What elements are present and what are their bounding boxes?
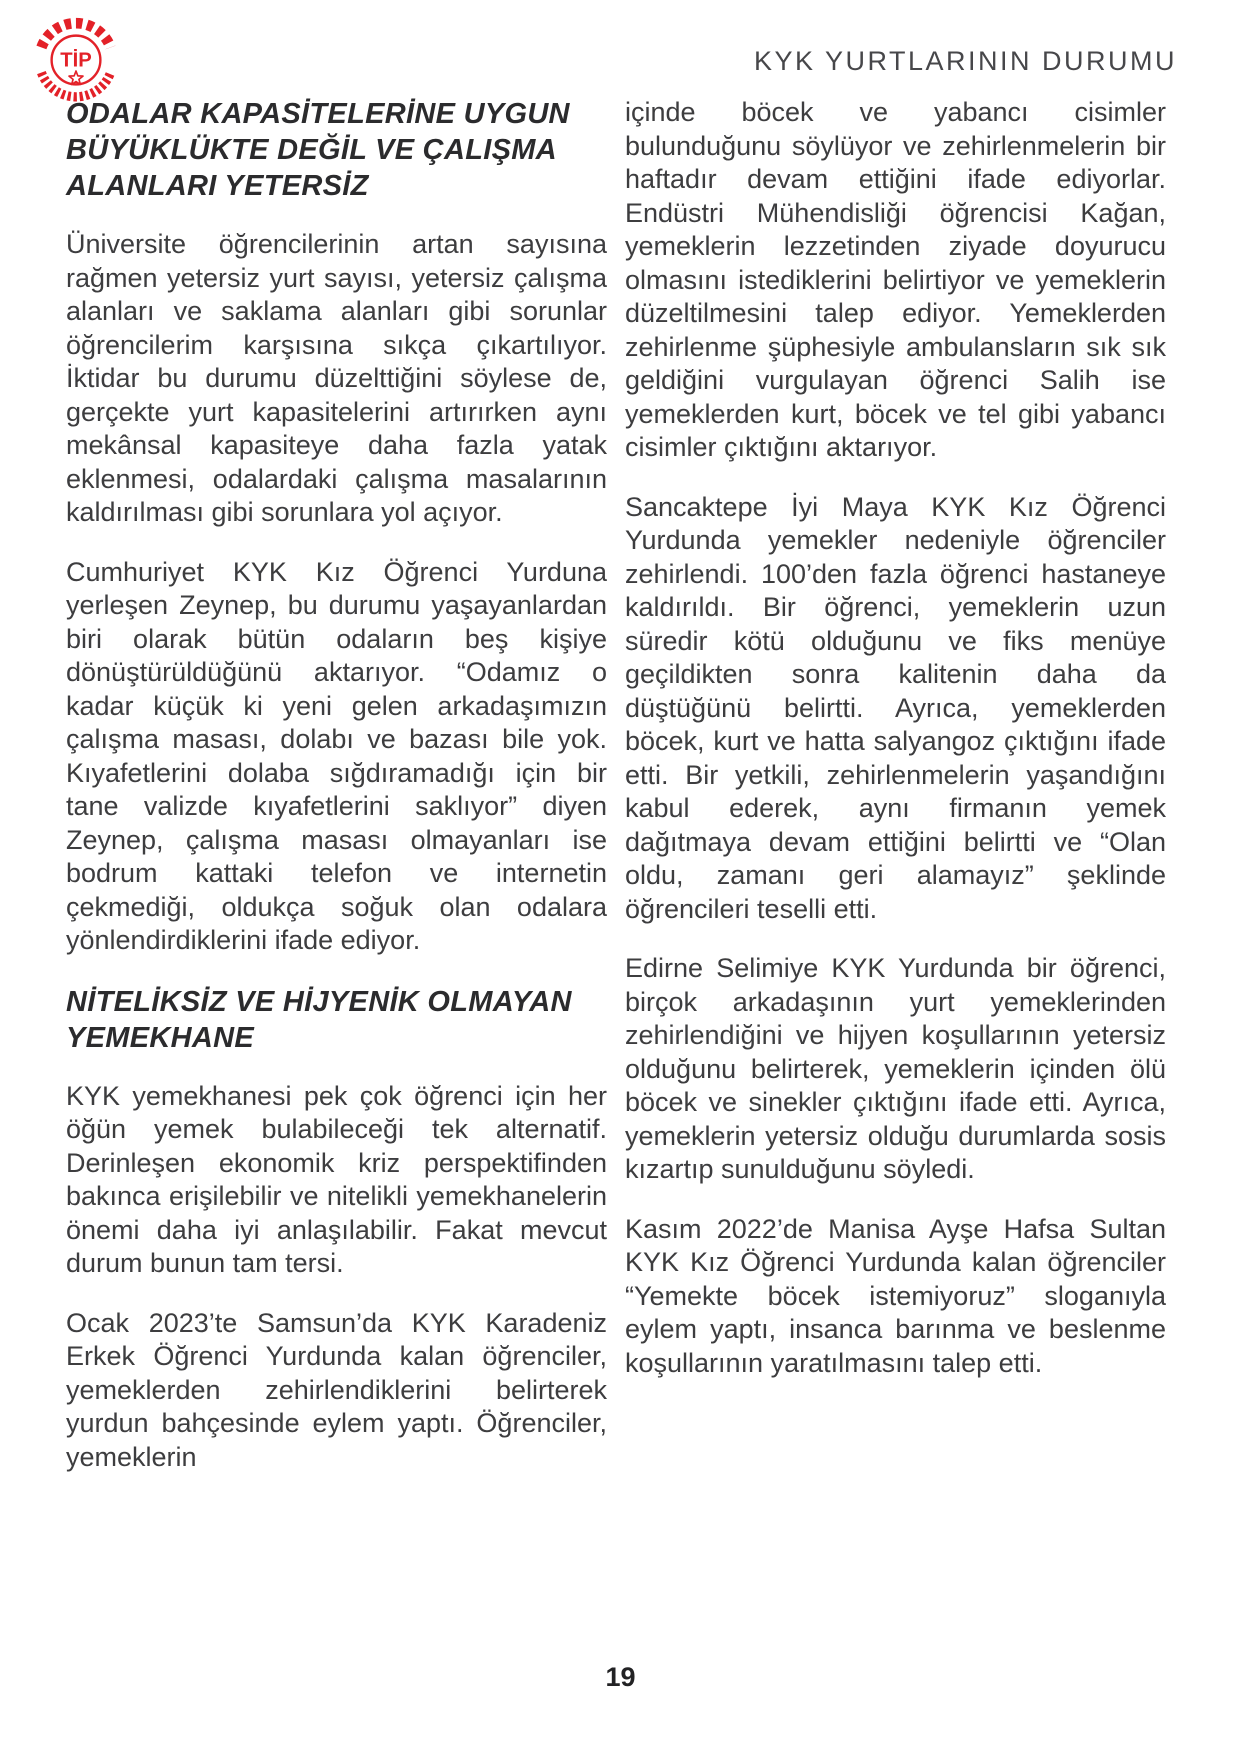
page-header <box>0 0 1241 110</box>
tip-party-logo <box>30 14 122 106</box>
paragraph-kyk-cafeteria: KYK yemekhanesi pek çok öğrenci için her öğün yemek bulabileceği tek alternatif. Derinleşen ekonomik kriz perspektifinden bakınca erişilebilir ve nitelikli yemekhanelerin önemi daha iyi anlaşılabilir. Fakat mevcut durum bunun tam tersi. <box>66 1080 607 1278</box>
paragraph-food-complaints: içinde böcek ve yabancı cisimler bulunduğunu söylüyor ve zehirlenmelerin bir haftadır devam ettiğini ifade ediyorlar. Endüstri Mühendisliği öğrencisi Kağan, yemeklerin lezzetinden ziyade doyurucu olmasını istediklerini belirtiyor ve yemeklerin düzeltilmesini talep ediyor. Yemeklerden zehirlenme şüphesiyle ambulansların sık sık geldiğini vurgulayan öğrenci Salih ise yemeklerden kurt, böcek ve tel gibi yabancı cisimler çıktığını aktarıyor. <box>625 97 1166 462</box>
paragraph-university-capacity: Üniversite öğrencilerinin artan sayısına rağmen yetersiz yurt sayısı, yetersiz çalışma alanları ve saklama alanları gibi sorunlar öğrencilerim karşısına sıkça çıkartılıyor. İktidar bu durumu düzelttiğini söylese de, gerçekte yurt kapasitelerini artırırken aynı mekânsal kapasiteye daha fazla yatak eklenmesi, odalardaki çalışma masalarının kaldırılması gibi sorunlara yol açıyor. <box>66 229 607 527</box>
right-column <box>625 96 1166 1500</box>
paragraph-samsun-protest: Ocak 2023’te Samsun’da KYK Karadeniz Erkek Öğrenci Yurdunda kalan öğrenciler, yemeklerden zehirlendiklerini belirterek yurdun bahçesinde eylem yaptı. Öğrenciler, yemeklerin <box>66 1307 607 1472</box>
left-column <box>66 96 607 1500</box>
paragraph-sancaktepe-poisoning: Sancaktepe İyi Maya KYK Kız Öğrenci Yurdunda yemekler nedeniyle öğrenciler zehirlendi. 100’den fazla öğrenci hastaneye kaldırıldı. Bir öğrenci, yemeklerin uzun süredir kötü olduğunu ve fiks menüye geçildikten sonra kalitenin daha da düştüğünü belirtti. Ayrıca, yemeklerden böcek, kurt ve hatta salyangoz çıktığını ifade etti. Bir yetkili, zehirlenmelerin yaşandığını kabul ederek, aynı firmanın yemek dağıtmaya devam ettiğini belirtti ve “Olan oldu, zamanı geri alamayız” şeklinde öğrencileri teselli etti. <box>625 491 1166 924</box>
paragraph-manisa-protest: Kasım 2022’de Manisa Ayşe Hafsa Sultan KYK Kız Öğrenci Yurdunda kalan öğrenciler “Yemekte böcek istemiyoruz” sloganıyla eylem yaptı, insanca barınma ve beslenme koşullarının yaratılmasını talep etti. <box>625 1213 1166 1378</box>
page-number: 19 <box>605 1662 636 1692</box>
section-heading-cafeteria: NİTELİKSİZ VE HİJYENİK OLMAYAN YEMEKHANE <box>66 985 572 1054</box>
logo-text: TİP <box>60 49 92 72</box>
paragraph-edirne-hygiene: Edirne Selimiye KYK Yurdunda bir öğrenci, birçok arkadaşının yurt yemeklerinden zehirlendiğini ve hijyen koşullarının yetersiz olduğunu belirterek, yemeklerin içinden ölü böcek ve sinekler çıktığını ifade etti. Ayrıca, yemeklerin yetersiz olduğu durumlarda sosis kızartıp sunulduğunu söyledi. <box>625 953 1166 1184</box>
two-column-content <box>66 96 1166 1500</box>
running-header-title: KYK YURTLARININ DURUMU <box>753 46 1177 76</box>
paragraph-cumhuriyet-zeynep: Cumhuriyet KYK Kız Öğrenci Yurduna yerleşen Zeynep, bu durumu yaşayanlardan biri olarak bütün odaların beş kişiye dönüştürüldüğünü aktarıyor. “Odamız o kadar küçük ki yeni gelen arkadaşımızın çalışma masası, dolabı ve bazası bile yok. Kıyafetlerini dolaba sığdıramadığı için bir tane valizde kıyafetlerini saklıyor” diyen Zeynep, çalışma masası olmayanları ise bodrum kattaki telefon ve internetin çekmediği, oldukça soğuk olan odalara yönlendirdiklerini ifade ediyor. <box>66 556 607 955</box>
tip-logo-icon <box>30 14 122 106</box>
section-heading-rooms: ODALAR KAPASİTELERİNE UYGUN BÜYÜKLÜKTE DEĞİL VE ÇALIŞMA ALANLARI YETERSİZ <box>66 98 570 202</box>
